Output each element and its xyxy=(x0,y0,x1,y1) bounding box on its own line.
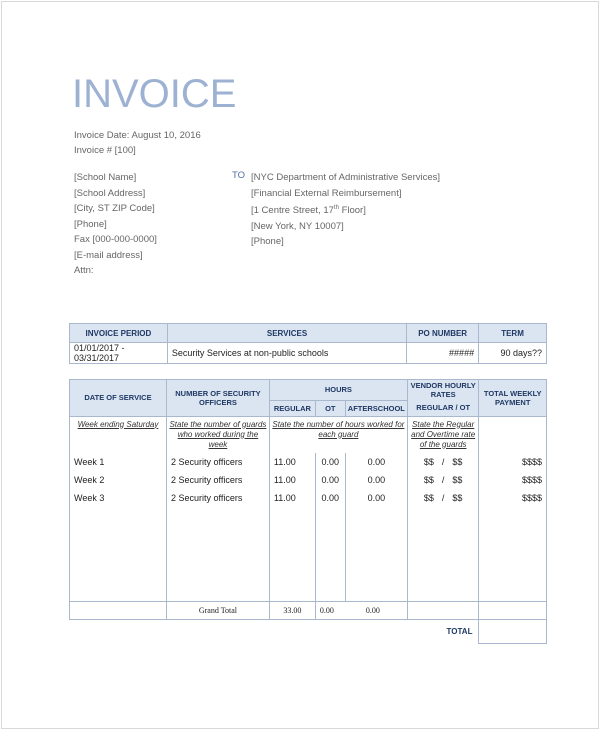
header-ot: OT xyxy=(315,400,345,416)
empty-space-row xyxy=(70,507,547,602)
to-line-4: [New York, NY 10007] xyxy=(251,220,344,232)
rate-slash: / xyxy=(441,492,445,503)
rate-ot: $$ xyxy=(452,492,463,503)
rate-regular: $$ xyxy=(423,456,434,467)
to-line-3-sup: th xyxy=(333,205,339,211)
rate-slash: / xyxy=(441,474,445,485)
invoice-meta xyxy=(74,128,201,158)
to-line-2: [Financial External Reimbursement] xyxy=(251,187,402,199)
total-row-spacer xyxy=(70,620,408,644)
grand-total-label: Grand Total xyxy=(166,602,269,620)
header-regular-ot: REGULAR / OT xyxy=(407,400,479,416)
to-line-1: [NYC Department of Administrative Services] xyxy=(251,172,441,183)
to-line-5: [Phone] xyxy=(251,236,284,248)
header-services: SERVICES xyxy=(167,324,406,343)
officers-cell: 2 Security officers xyxy=(166,453,269,471)
total-label: TOTAL xyxy=(446,627,473,637)
invoice-info-table xyxy=(69,323,547,364)
regular-hours-cell: 11.00 xyxy=(269,489,315,507)
regular-hours-cell: 11.00 xyxy=(269,453,315,471)
info-header-row xyxy=(70,324,547,343)
grand-total-vendor-blank xyxy=(407,602,479,620)
week-cell: Week 1 xyxy=(70,453,167,471)
invoice-title: INVOICE xyxy=(72,72,237,116)
vendor-rate-cell xyxy=(407,471,479,489)
term-value: 90 days?? xyxy=(479,343,547,364)
instruction-officers-text: State the number of guards who worked during the week xyxy=(169,419,267,449)
school-fax: Fax [000-000-0000] xyxy=(74,234,157,245)
instruction-vendor-text: State the Regular and Overtime rate of the guards xyxy=(411,419,476,449)
invoice-number: Invoice # [100] xyxy=(74,145,136,156)
ot-hours-cell: 0.00 xyxy=(315,471,345,489)
rate-regular: $$ xyxy=(423,474,434,485)
header-term: TERM xyxy=(479,324,547,343)
grand-total-ot-value: 0.00 xyxy=(319,606,334,615)
rate-regular: $$ xyxy=(423,492,434,503)
table-row xyxy=(70,453,547,471)
grand-total-row xyxy=(70,602,547,620)
grand-total-ot xyxy=(315,602,407,620)
instruction-date-text: Week ending Saturday xyxy=(77,419,159,429)
officers-cell: 2 Security officers xyxy=(166,489,269,507)
services-value: Security Services at non-public schools xyxy=(167,343,406,364)
rate-ot: $$ xyxy=(452,474,463,485)
instruction-vendor xyxy=(407,416,479,453)
from-address-block xyxy=(74,170,157,279)
instruction-officers xyxy=(166,416,269,453)
to-line-3-post: Floor] xyxy=(338,205,366,217)
table-row xyxy=(70,471,547,489)
invoice-period-value: 01/01/2017 - 03/31/2017 xyxy=(70,343,168,364)
grand-total-payment-blank xyxy=(479,602,547,620)
school-email: [E-mail address] xyxy=(74,249,143,261)
instruction-date xyxy=(70,416,167,453)
regular-hours-cell: 11.00 xyxy=(269,471,315,489)
weekly-payment-cell: $$$$ xyxy=(479,471,547,489)
info-data-row xyxy=(70,343,547,364)
instruction-row xyxy=(70,416,547,453)
rate-ot: $$ xyxy=(452,456,463,467)
school-address: [School Address] xyxy=(74,187,146,199)
grand-total-regular: 33.00 xyxy=(269,602,315,620)
week-cell: Week 3 xyxy=(70,489,167,507)
afterschool-hours-cell: 0.00 xyxy=(345,471,407,489)
school-name: [School Name] xyxy=(74,172,137,183)
service-header-row-1 xyxy=(70,380,547,401)
grand-total-afterschool-value: 0.00 xyxy=(365,606,380,615)
invoice-date: Invoice Date: August 10, 2016 xyxy=(74,130,201,141)
ot-hours-cell: 0.00 xyxy=(315,453,345,471)
attn-line: Attn: xyxy=(74,265,94,276)
afterschool-hours-cell: 0.00 xyxy=(345,453,407,471)
service-table xyxy=(69,379,547,644)
school-city: [City, ST ZIP Code] xyxy=(74,203,155,214)
vendor-rate-cell xyxy=(407,453,479,471)
to-line-3-pre: [1 Centre Street, 17 xyxy=(251,205,334,217)
header-afterschool: AFTERSCHOOL xyxy=(345,400,407,416)
header-invoice-period: INVOICE PERIOD xyxy=(70,324,168,343)
rate-slash: / xyxy=(441,456,445,467)
instruction-hours xyxy=(269,416,407,453)
table-row xyxy=(70,489,547,507)
to-address-block xyxy=(251,170,440,250)
to-label: TO xyxy=(232,170,246,181)
po-number-value: ##### xyxy=(407,343,479,364)
header-number-of-officers: NUMBER OF SECURITY OFFICERS xyxy=(166,380,269,417)
weekly-payment-cell: $$$$ xyxy=(479,453,547,471)
weekly-payment-cell: $$$$ xyxy=(479,489,547,507)
instruction-total xyxy=(479,416,547,453)
total-value-cell xyxy=(479,620,547,644)
instruction-hours-text: State the number of hours worked for each guard xyxy=(272,419,405,439)
header-vendor-rates: VENDOR HOURLY RATES xyxy=(407,380,479,401)
afterschool-hours-cell: 0.00 xyxy=(345,489,407,507)
school-phone: [Phone] xyxy=(74,218,107,230)
header-total-weekly-payment: TOTAL WEEKLY PAYMENT xyxy=(479,380,547,417)
week-cell: Week 2 xyxy=(70,471,167,489)
total-row xyxy=(70,620,547,644)
ot-hours-cell: 0.00 xyxy=(315,489,345,507)
header-regular: REGULAR xyxy=(269,400,315,416)
grand-total-blank xyxy=(70,602,167,620)
header-date-of-service: DATE OF SERVICE xyxy=(70,380,167,417)
header-hours: HOURS xyxy=(269,380,407,401)
to-line-3 xyxy=(251,201,440,219)
officers-cell: 2 Security officers xyxy=(166,471,269,489)
vendor-rate-cell xyxy=(407,489,479,507)
invoice-page xyxy=(1,1,599,729)
header-po-number: PO NUMBER xyxy=(407,324,479,343)
